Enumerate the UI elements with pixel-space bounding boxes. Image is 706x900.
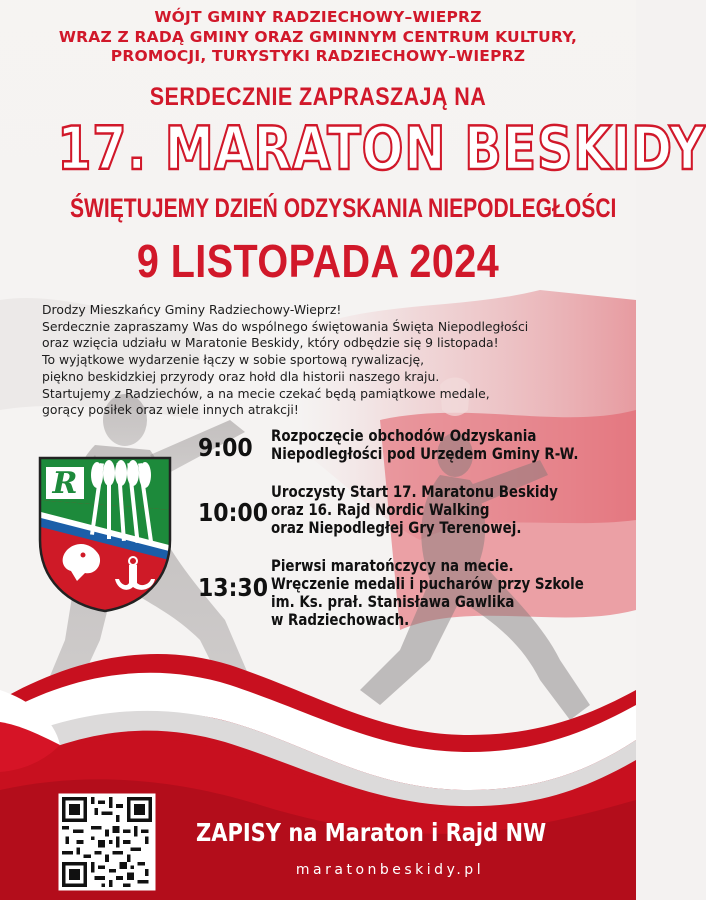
event-date: 9 LISTOPADA 2024 [136, 235, 500, 287]
celebrate-subtitle: ŚWIĘTUJEMY DZIEŃ ODZYSKANIA NIEPODLEGŁOŚCI [69, 193, 617, 223]
schedule-desc-line: Pierwsi maratończycy na mecie. [271, 557, 514, 575]
organizer-line-1: WÓJT GMINY RADZIECHOWY–WIEPRZ [154, 8, 482, 26]
organizer-line-2: WRAZ Z RADĄ GMINY ORAZ GMINNYM CENTRUM KULTURY, [58, 27, 578, 46]
invitation-text [42, 302, 622, 419]
schedule-time: 10:00 [198, 498, 269, 527]
schedule-desc-line: w Radziechowach. [271, 611, 410, 629]
schedule-desc-line: Uroczysty Start 17. Maratonu Beskidy [271, 483, 558, 501]
schedule-desc-line: oraz Niepodległej Gry Terenowej. [271, 519, 522, 537]
organizer-line-3: PROMOCJI, TURYSTYKI RADZIECHOWY–WIEPRZ [110, 47, 526, 65]
schedule-time: 13:30 [198, 573, 269, 602]
schedule-desc-line: Wręczenie medali i pucharów przy Szkole [271, 575, 584, 593]
body-line: gorący posiłek oraz wiele innych atrakcji! [42, 402, 299, 418]
emblem-letter: R [52, 466, 78, 501]
qr-code-icon[interactable] [62, 797, 152, 887]
body-line: piękno beskidzkiej przyrody oraz hołd dla historii naszego kraju. [42, 368, 440, 384]
body-line: Drodzy Mieszkańcy Gminy Radziechowy-Wieprz! [42, 302, 342, 317]
body-line: Startujemy z Radziechów, a na mecie czekać będą pamiątkowe medale, [42, 385, 490, 401]
website-link[interactable]: maratonbeskidy.pl [295, 862, 485, 878]
invite-heading: SERDECZNIE ZAPRASZAJĄ NA [149, 83, 487, 111]
signup-heading: ZAPISY na Maraton i Rajd NW [196, 818, 547, 847]
schedule-desc-line: Niepodległości pod Urzędem Gminy R-W. [271, 445, 579, 463]
coat-of-arms-icon [37, 455, 173, 613]
schedule-desc-line: Rozpoczęcie obchodów Odzyskania [271, 427, 537, 445]
schedule-time: 9:00 [198, 433, 253, 462]
event-title: 17. MARATON BESKIDY [57, 114, 706, 184]
body-line: oraz wzięcia udziału w Maratonie Beskidy, który odbędzie się 9 listopada! [42, 335, 499, 351]
schedule-desc-line: im. Ks. prał. Stanisława Gawlika [271, 593, 515, 611]
body-line: Serdecznie zapraszamy Was do wspólnego świętowania Święta Niepodległości [42, 318, 529, 334]
body-line: To wyjątkowe wydarzenie łączy w sobie sportową rywalizację, [42, 352, 425, 368]
schedule-desc-line: oraz 16. Rajd Nordic Walking [271, 501, 490, 519]
